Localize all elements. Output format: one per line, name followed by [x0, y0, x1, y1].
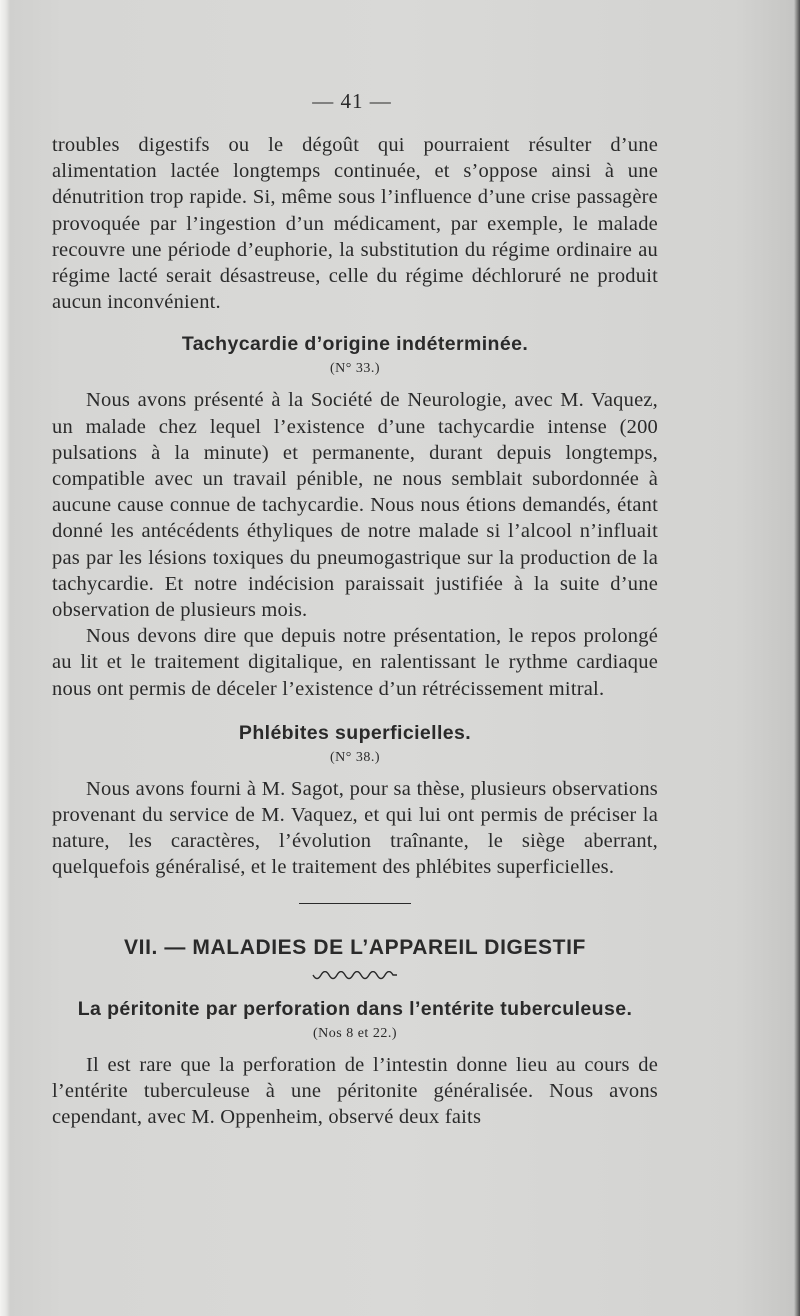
section-heading: Tachycardie d’origine indéterminée.: [181, 333, 529, 356]
body-paragraph: Nous avons présenté à la Société de Neurologie, avec M. Vaquez, un malade chez lequel l’existence d’une tachycardie intense (200 pulsations à la minute) et permanente, durant depuis longtemps, compatible avec un travail pénible, ne nous semblait subordonnée à aucune cause connue de tachycardie. Nous nous étions demandés, étant donné les antécédents éthyliques de notre malade si l’alcool n’influait pas par les lésions toxiques du pneumogastrique sur la production de la tachycardie. Et notre indécision paraissait justifiée à la suite d’une observation de plusieurs mois.: [52, 389, 658, 622]
section-reference: (N° 38.): [329, 749, 381, 765]
wavy-line-icon: [312, 971, 398, 983]
section-peritonite: [52, 996, 658, 1131]
section-phlebites: [52, 720, 658, 881]
section-reference: (N° 33.): [329, 361, 381, 377]
chapter-title: VII. — MALADIES DE L’APPAREIL DIGESTIF: [124, 935, 586, 959]
section-heading: La péritonite par perforation dans l’entérite tuberculeuse.: [77, 997, 633, 1020]
page-number: — 41 —: [312, 89, 392, 113]
page-right-edge: [794, 0, 800, 1316]
page-content: [52, 88, 658, 1130]
section-tachycardie: [52, 331, 658, 701]
body-paragraph: Il est rare que la perforation de l’intestin donne lieu au cours de l’entérite tuberculeuse à une péritonite généralisée. Nous avons cependant, avec M. Oppenheim, observé deux faits: [52, 1053, 658, 1129]
section-divider: [299, 903, 411, 904]
wavy-ornament: [52, 970, 658, 984]
intro-paragraph: troubles digestifs ou le dégoût qui pourraient résulter d’une alimentation lactée longtemps continuée, et s’oppose ainsi à une dénutrition trop rapide. Si, même sous l’influence d’une crise passagère provoquée par l’ingestion d’un médicament, par exemple, le malade recouvre une période d’euphorie, la substitution du régime ordinaire au régime lacté serait désastreuse, celle du régime déchloruré ne produit aucun inconvénient.: [52, 134, 658, 314]
body-paragraph: Nous devons dire que depuis notre présentation, le repos prolongé au lit et le traitement digitalique, en ralentissant le rythme cardiaque nous ont permis de déceler l’existence d’un rétrécissement mitral.: [52, 625, 658, 700]
section-reference: (Nos 8 et 22.): [313, 1025, 397, 1041]
page-left-edge: [0, 0, 10, 1316]
body-paragraph: Nous avons fourni à M. Sagot, pour sa thèse, plusieurs observations provenant du service de M. Vaquez, et qui lui ont permis de préciser la nature, les caractères, l’évolution traînante, le siège aberrant, quelquefois généralisé, et le traitement des phlébites superficielles.: [52, 777, 658, 879]
section-heading: Phlébites superficielles.: [238, 721, 472, 744]
